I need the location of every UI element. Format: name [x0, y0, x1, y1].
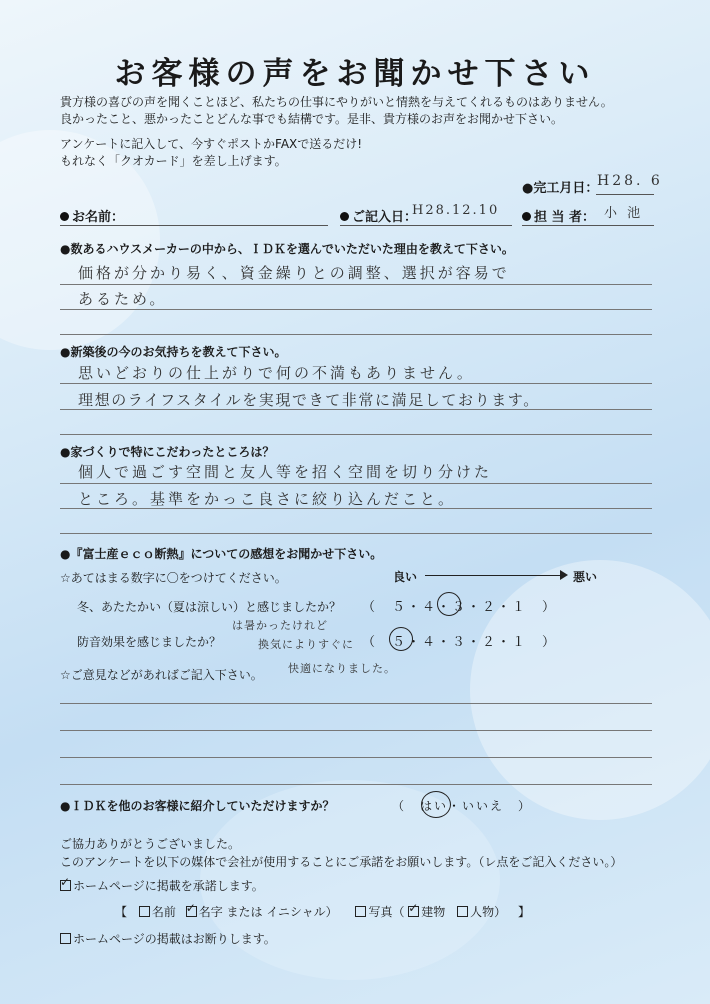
comment-line-2[interactable] — [60, 730, 652, 731]
warmth-selected-circle — [437, 592, 461, 616]
bullet-icon — [522, 212, 531, 221]
comment-line-3[interactable] — [60, 757, 652, 758]
scale-bad-label: 悪い — [573, 570, 598, 584]
option-photo[interactable]: 写真（ — [355, 905, 404, 919]
scale-good-label: 良い — [393, 570, 418, 584]
arrow-right-icon — [560, 570, 568, 580]
page-title: お客様の声をお聞かせ下さい — [114, 56, 596, 92]
name-checkbox[interactable] — [139, 906, 150, 917]
name-field[interactable] — [60, 225, 328, 226]
consent-options-row: 【 名前 ✓ 名字 または イニシャル） 写真（ ✓ 建物 人物） 】 — [115, 903, 530, 920]
soundproof-selected-circle — [389, 627, 413, 651]
warmth-rating-scale[interactable]: （ ５・４・３・２・１ ） — [362, 600, 558, 615]
intro-line-4: もれなく「クオカード」を差し上げます。 — [60, 154, 287, 168]
question-3-answer-line-1[interactable]: 個人で過ごす空間と友人等を招く空間を切り分けた — [78, 463, 493, 481]
building-checkbox[interactable] — [408, 906, 419, 917]
comment-line-1[interactable] — [60, 703, 652, 704]
eco-note-line-1[interactable]: は暑かったけれど — [232, 619, 328, 632]
question-3-label: ●家づくりで特にこだわったところは？ — [60, 445, 275, 459]
completion-date-label: ●完工月日： — [522, 181, 599, 196]
referral-selected-circle — [421, 791, 451, 818]
scale-arrow — [425, 575, 565, 576]
intro-line-2: 良かったこと、悪かったことどんな事でも結構です。是非、貴方様のお声をお聞かせ下さい。 — [60, 112, 564, 126]
eco-question-warmth: 冬、あたたかい（夏は涼しい）と感じましたか？ — [77, 600, 342, 614]
eco-note-line-2[interactable]: 換気によりすぐに — [258, 638, 354, 651]
question-1-label: ●数あるハウスメーカーの中から、ＩＤＫを選んでいただいた理由を教えて下さい。 — [60, 242, 514, 256]
eco-instruction: ☆あてはまる数字に〇をつけてください。 — [60, 571, 287, 585]
person-checkbox[interactable] — [457, 906, 468, 917]
decline-checkbox[interactable] — [60, 933, 71, 944]
completion-date-value[interactable]: H28. 6 — [597, 173, 663, 189]
intro-line-3: アンケートに記入して、今すぐポストかFAXで送るだけ! — [60, 137, 363, 151]
consent-decline[interactable]: ホームページの掲載はお断りします。 — [60, 930, 276, 947]
question-1-answer-line-2[interactable]: あるため。 — [78, 290, 168, 308]
option-building[interactable]: ✓ 建物 — [408, 905, 445, 919]
option-surname[interactable]: ✓ 名字 または イニシャル） — [186, 905, 338, 919]
person-in-charge-label: 担 当 者： — [522, 206, 595, 225]
consent-agree[interactable]: ✓ホームページに掲載を承諾します。 — [60, 877, 264, 894]
thanks-text: ご協力ありがとうございました。 — [60, 837, 241, 851]
surname-checkbox[interactable] — [186, 906, 197, 917]
agree-checkbox[interactable] — [60, 880, 71, 891]
question-1-answer-line-1[interactable]: 価格が分かり易く、資金繰りとの調整、選択が容易で — [78, 264, 510, 282]
referral-options[interactable]: （ はい・いいえ ） — [392, 799, 533, 813]
question-2-answer-line-2[interactable]: 理想のライフスタイルを実現できて非常に満足しております。 — [78, 391, 540, 409]
bullet-icon — [340, 212, 349, 221]
intro-line-1: 貴方様の喜びの声を聞くことほど、私たちの仕事にやりがいと情熱を与えてくれるものはありません。 — [60, 95, 613, 109]
person-in-charge-value[interactable]: 小 池 — [604, 206, 644, 221]
eco-section-label: ●『富士産ｅｃｏ断熱』についての感想をお聞かせ下さい。 — [60, 547, 383, 561]
soundproof-rating-scale[interactable]: （ ５・４・３・２・１ ） — [362, 635, 558, 650]
name-label: お名前： — [60, 206, 124, 225]
question-3-answer-line-2[interactable]: ところ。基準をかっこ良さに絞り込んだこと。 — [78, 490, 457, 508]
entry-date-value[interactable]: H28.12.10 — [412, 203, 500, 218]
photo-checkbox[interactable] — [355, 906, 366, 917]
comment-label: ☆ご意見などがあればご記入下さい。 — [60, 668, 263, 682]
eco-note-line-3[interactable]: 快適になりました。 — [288, 662, 396, 675]
bullet-icon — [60, 212, 69, 221]
referral-question: ●ＩＤＫを他のお客様に紹介していただけますか？ — [60, 799, 335, 813]
option-person[interactable]: 人物） — [457, 905, 506, 919]
option-name[interactable]: 名前 — [139, 905, 176, 919]
question-2-answer-line-1[interactable]: 思いどおりの仕上がりで何の不満もありません。 — [78, 364, 475, 382]
consent-request: このアンケートを以下の媒体で会社が使用することにご承諾をお願いします。（レ点をご記入ください。） — [60, 855, 623, 869]
comment-line-4[interactable] — [60, 784, 652, 785]
eco-question-soundproof: 防音効果を感じましたか？ — [77, 635, 222, 649]
entry-date-label: ご記入日： — [340, 206, 417, 225]
question-2-label: ●新築後の今のお気持ちを教えて下さい。 — [60, 345, 287, 359]
